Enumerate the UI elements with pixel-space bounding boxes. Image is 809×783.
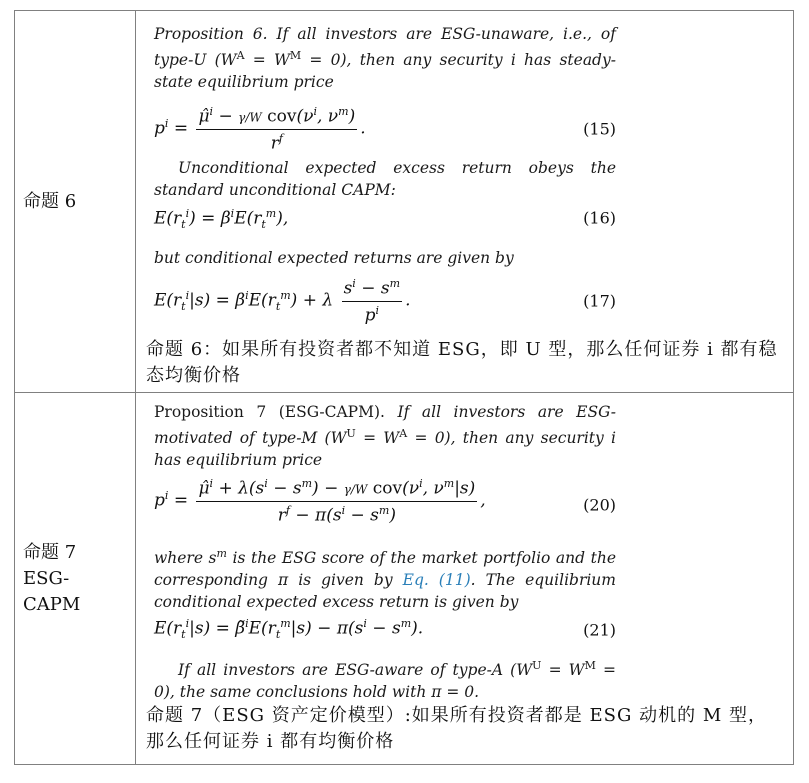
- paragraph: Unconditional expected excess return obeys the standard unconditional CAPM:: [154, 159, 616, 199]
- row-label: [15, 11, 136, 393]
- proposition-6-statement: Proposition 6. If all investors are ESG-unaware, i.e., of type-U $(W^A = W^M = 0)$, then any security i has steady-state equilibrium price: [154, 25, 616, 92]
- chinese-translation: 命题 6：如果所有投资者都不知道 ESG，即 U 型，那么任何证券 i 都有稳态均衡价格: [146, 339, 778, 386]
- row-label-text: 命题 6: [23, 190, 77, 212]
- equation-21: $E(r_t^i|s)$ = $\betã^iE(r_t^m|s) - \pi(s^i - s^m)$. (21): [154, 617, 616, 642]
- table-row: [15, 393, 794, 765]
- content-cell: [136, 11, 794, 393]
- paragraph: where $s^m$ is the ESG score of the market portfolio and the corresponding π is given by Eq. (11). The equilibrium conditional expected excess return is given by: [154, 547, 616, 612]
- equation-number: (21): [583, 620, 616, 640]
- chinese-translation: 命题 7（ESG 资产定价模型）:如果所有投资者都是 ESG 动机的 M 型，那么任何证券 i 都有均衡价格: [146, 705, 767, 752]
- row-label-line: ESG-: [23, 567, 70, 589]
- equation-number: (15): [583, 119, 616, 139]
- paragraph: If all investors are ESG-aware of type-A $(W^U = W^M = 0)$, the same conclusions hold with π = 0.: [154, 659, 616, 702]
- content-cell: [136, 393, 794, 765]
- equation-16: $E(r_t^i) = \beta^iE(r_t^m)$, (16): [154, 207, 616, 232]
- equation-number: (16): [583, 208, 616, 228]
- proposition-table: [14, 10, 794, 765]
- row-label: [15, 393, 136, 765]
- table-row: [15, 11, 794, 393]
- equation-15: $p^i$ = $\frac{\mû^i - \gamma/W cov(\nu^i, \nu^m)}{r^f}$ . (15): [154, 105, 616, 154]
- equation-20: $p^i$ = $\frac{\mû^i + \lambda(s^i - s^m) - \gamma/W cov(\nu^i, \nu^m|s)}{r^f - \pi(s^i - s^m)}$ , (20): [154, 477, 616, 526]
- equation-number: (17): [583, 291, 616, 311]
- row-label-line: 命题 7: [23, 541, 77, 563]
- equation-link[interactable]: Eq. (11): [402, 571, 471, 590]
- equation-number: (20): [583, 495, 616, 515]
- row-label-line: CAPM: [23, 593, 81, 615]
- paragraph: but conditional expected returns are given by: [154, 249, 514, 267]
- proposition-7-statement: Proposition 7 (ESG-CAPM). If all investors are ESG-motivated of type-M $(W^U = W^A = 0)$, then any security i has equilibrium price: [154, 403, 616, 470]
- equation-17: $E(r_t^i|s) = \beta^iE(r_t^m) + \lambda$ $\frac{s^i - s^m}{p^i}$ . (17): [154, 277, 616, 326]
